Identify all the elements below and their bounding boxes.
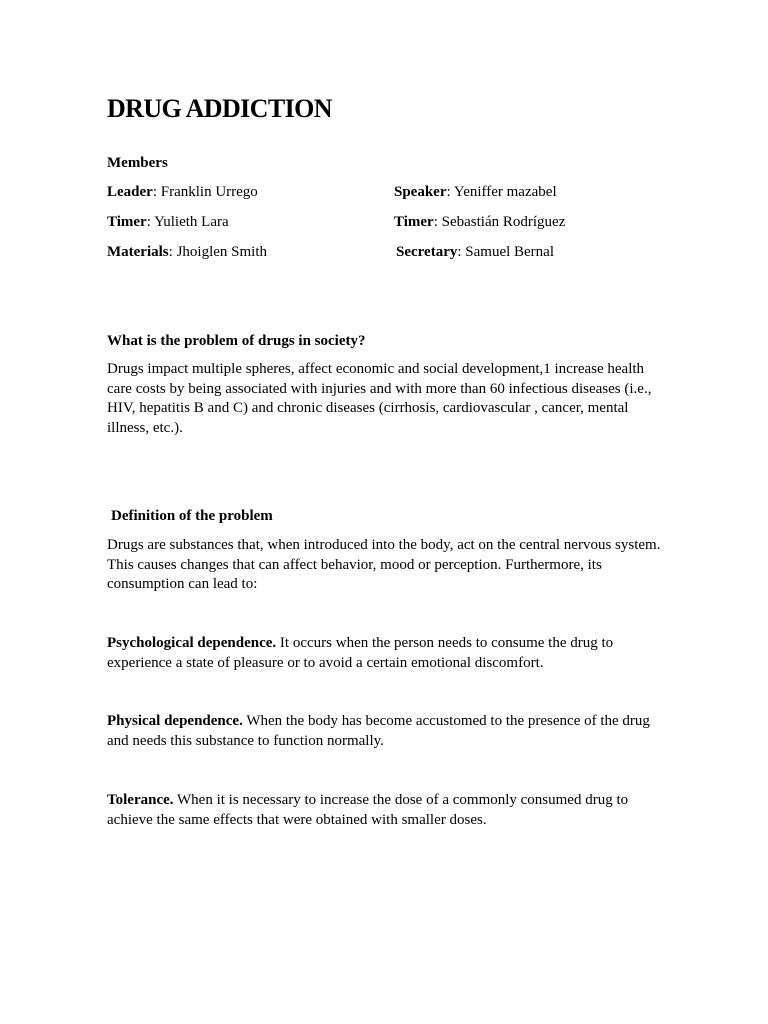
member-name: Franklin Urrego xyxy=(157,184,258,200)
members-heading: Members xyxy=(107,155,168,171)
definition-heading: Definition of the problem xyxy=(111,508,273,524)
member-role: Materials xyxy=(107,244,169,260)
member-separator: : xyxy=(433,214,438,230)
member-role: Secretary xyxy=(396,244,458,260)
physical-dependence-paragraph xyxy=(107,712,667,751)
term-text: When the body has become accustomed to the presence of the drug and needs this substance to function normally. xyxy=(107,713,650,749)
definition-paragraph: Drugs are substances that, when introduced into the body, act on the central nervous system. This causes changes that can affect behavior, mood or perception. Furthermore, its consumption can lead to: xyxy=(107,537,661,592)
member-role: Speaker xyxy=(394,184,447,200)
member-name: Sebastián Rodríguez xyxy=(437,214,566,230)
member-materials xyxy=(107,243,267,261)
member-timer xyxy=(107,213,229,231)
term-text: It occurs when the person needs to consume the drug to experience a state of pleasure or to avoid a certain emotional discomfort. xyxy=(107,635,614,671)
member-separator: : xyxy=(146,214,151,230)
document-title: DRUG ADDICTION xyxy=(107,94,332,123)
member-separator: : xyxy=(446,184,451,200)
psychological-dependence-paragraph xyxy=(107,634,667,673)
member-secretary xyxy=(396,243,554,261)
term-lead: Tolerance. xyxy=(107,792,174,808)
member-name: Yulieth Lara xyxy=(150,214,229,230)
tolerance-paragraph xyxy=(107,791,667,830)
member-separator: : xyxy=(168,244,173,260)
member-leader xyxy=(107,183,258,201)
member-role: Leader xyxy=(107,184,153,200)
member-name: Samuel Bernal xyxy=(461,244,555,260)
member-separator: : xyxy=(152,184,157,200)
member-timer-2 xyxy=(394,213,565,231)
term-lead: Psychological dependence. xyxy=(107,635,277,651)
member-speaker xyxy=(394,183,557,201)
member-separator: : xyxy=(457,244,462,260)
member-name: Yeniffer mazabel xyxy=(450,184,557,200)
member-role: Timer xyxy=(107,214,147,230)
term-text: When it is necessary to increase the dose of a commonly consumed drug to achieve the same effects that were obtained with smaller doses. xyxy=(107,792,629,828)
member-name: Jhoiglen Smith xyxy=(172,244,267,260)
question-heading: What is the problem of drugs in society? xyxy=(107,333,366,349)
question-paragraph: Drugs impact multiple spheres, affect economic and social development,1 increase health care costs by being associated with injuries and with more than 60 infectious diseases (i.e., HIV, hepatitis B and C) and chronic diseases (cirrhosis, cardiovascular , cancer, mental illness, etc.). xyxy=(107,361,652,436)
term-lead: Physical dependence. xyxy=(107,713,243,729)
member-role: Timer xyxy=(394,214,434,230)
